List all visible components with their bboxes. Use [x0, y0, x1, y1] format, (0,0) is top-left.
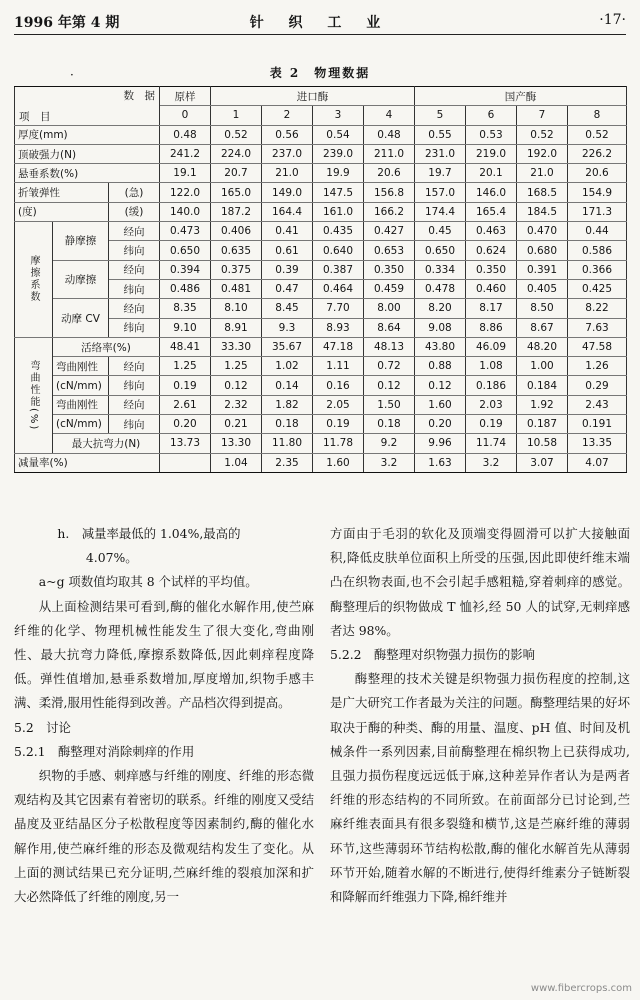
- row-sublabel: 纬向: [109, 376, 160, 395]
- header-imported-enzyme: 进口酶: [211, 87, 415, 106]
- table-cell: 8.20: [415, 299, 466, 318]
- table-row: [15, 183, 627, 202]
- row-label: 顶破强力(N): [15, 144, 160, 163]
- table-row: [15, 453, 627, 472]
- row-label: 弯曲刚性: [53, 395, 109, 414]
- table-cell: 0.55: [415, 125, 466, 144]
- row-sublabel: 经向: [109, 299, 160, 318]
- table-cell: 171.3: [568, 202, 627, 221]
- row-label: (度): [15, 202, 109, 221]
- table-cell: 0.184: [517, 376, 568, 395]
- row-sublabel: 纬向: [109, 318, 160, 337]
- table-cell: 9.96: [415, 434, 466, 453]
- table-cell: 0.391: [517, 260, 568, 279]
- table-cell: 8.22: [568, 299, 627, 318]
- table-cell: 9.2: [364, 434, 415, 453]
- table-cell: 0.473: [160, 222, 211, 241]
- row-sublabel: 经向: [109, 222, 160, 241]
- table-cell: 219.0: [466, 144, 517, 163]
- table-cell: 0.653: [364, 241, 415, 260]
- table-cell: 0.186: [466, 376, 517, 395]
- table-cell: 2.05: [313, 395, 364, 414]
- table-cell: 48.13: [364, 337, 415, 356]
- table-cell: 8.35: [160, 299, 211, 318]
- table-cell: 1.60: [415, 395, 466, 414]
- note-h-cont: 4.07%。: [85, 550, 138, 566]
- table-cell: 0.650: [415, 241, 466, 260]
- table-cell: 1.60: [313, 453, 364, 472]
- table-cell: 0.18: [262, 415, 313, 434]
- table-cell: 13.30: [211, 434, 262, 453]
- table-cell: 19.9: [313, 164, 364, 183]
- table-cell: 0.29: [568, 376, 627, 395]
- column-number: 8: [568, 106, 627, 125]
- table-cell: 11.80: [262, 434, 313, 453]
- table-cell: 20.6: [568, 164, 627, 183]
- table-row: [15, 144, 627, 163]
- table-cell: 9.08: [415, 318, 466, 337]
- table-row: [15, 125, 627, 144]
- table-cell: 19.1: [160, 164, 211, 183]
- table-cell: 147.5: [313, 183, 364, 202]
- table-cell: 0.52: [517, 125, 568, 144]
- table-cell: 0.52: [211, 125, 262, 144]
- table-cell: 35.67: [262, 337, 313, 356]
- table-cell: 1.11: [313, 357, 364, 376]
- table-cell: 8.50: [517, 299, 568, 318]
- table-cell: 0.44: [568, 222, 627, 241]
- table-cell: 164.4: [262, 202, 313, 221]
- table-cell: 0.427: [364, 222, 415, 241]
- table-cell: 0.12: [364, 376, 415, 395]
- table-cell: 149.0: [262, 183, 313, 202]
- table-cell: 2.03: [466, 395, 517, 414]
- table-cell: 0.350: [466, 260, 517, 279]
- table-cell: 0.481: [211, 279, 262, 298]
- paragraph: 方面由于毛羽的软化及顶端变得圆滑可以扩大接触面积,降低皮肤单位面积上所受的压强,因此即使纤维末端凸在织物表面,也不会引起手感粗糙,穿着刺痒的感觉。酶整理后的织物做成 T 恤衫,经 50 人的试穿,无刺痒感者达 98%。: [330, 526, 630, 638]
- table-cell: 20.7: [211, 164, 262, 183]
- table-cell: 1.25: [211, 357, 262, 376]
- table-row: [15, 415, 627, 434]
- table-cell: 46.09: [466, 337, 517, 356]
- table-cell: 2.32: [211, 395, 262, 414]
- table-cell: 1.00: [517, 357, 568, 376]
- table-cell: 21.0: [517, 164, 568, 183]
- table-cell: 0.20: [160, 415, 211, 434]
- body-text: [14, 522, 630, 994]
- table-cell: 0.52: [568, 125, 627, 144]
- table-cell: 0.20: [415, 415, 466, 434]
- table-cell: 7.70: [313, 299, 364, 318]
- table-cell: 0.12: [415, 376, 466, 395]
- table-cell: 231.0: [415, 144, 466, 163]
- table-cell: 48.41: [160, 337, 211, 356]
- table-cell: 43.80: [415, 337, 466, 356]
- table-cell: 0.48: [364, 125, 415, 144]
- table-cell: 0.459: [364, 279, 415, 298]
- table-cell: 3.2: [364, 453, 415, 472]
- table-row: [15, 260, 627, 279]
- table-caption: 表 2 物理数据: [269, 66, 371, 80]
- table-cell: 0.375: [211, 260, 262, 279]
- table-cell: 0.486: [160, 279, 211, 298]
- column-number: 2: [262, 106, 313, 125]
- table-cell: 8.45: [262, 299, 313, 318]
- column-number: 7: [517, 106, 568, 125]
- table-cell: 237.0: [262, 144, 313, 163]
- table-cell: 1.02: [262, 357, 313, 376]
- table-cell: 0.394: [160, 260, 211, 279]
- table-cell: 4.07: [568, 453, 627, 472]
- table-cell: 0.16: [313, 376, 364, 395]
- table-cell: 0.19: [313, 415, 364, 434]
- subsection-heading: 5.2.1 酶整理对消除刺痒的作用: [14, 743, 195, 759]
- row-label: 悬垂系数(%): [15, 164, 160, 183]
- page-number: ·17·: [599, 12, 626, 28]
- group-label: 弯曲性能(%): [15, 337, 53, 453]
- table-cell: 21.0: [262, 164, 313, 183]
- page-header: [14, 8, 626, 35]
- table-cell: 0.18: [364, 415, 415, 434]
- table-cell: 241.2: [160, 144, 211, 163]
- table-cell: 140.0: [160, 202, 211, 221]
- table-cell: 2.35: [262, 453, 313, 472]
- table-row: [15, 376, 627, 395]
- table-cell: 1.63: [415, 453, 466, 472]
- table-cell: 0.47: [262, 279, 313, 298]
- table-cell: 226.2: [568, 144, 627, 163]
- journal-title: 针 织 工 业: [249, 15, 391, 31]
- header-row-1: [15, 87, 627, 106]
- table-row: [15, 222, 627, 241]
- table-cell: 8.86: [466, 318, 517, 337]
- table-cell: 0.19: [466, 415, 517, 434]
- table-cell: 47.58: [568, 337, 627, 356]
- group-label: 摩擦系数: [15, 222, 53, 338]
- table-cell: 1.08: [466, 357, 517, 376]
- row-sublabel: 经向: [109, 260, 160, 279]
- row-sublabel: 纬向: [109, 241, 160, 260]
- column-number: 5: [415, 106, 466, 125]
- table-cell: 0.41: [262, 222, 313, 241]
- header-corner: [15, 87, 160, 126]
- table-cell: 0.19: [160, 376, 211, 395]
- row-label: 减量率(%): [15, 453, 160, 472]
- table-cell: 47.18: [313, 337, 364, 356]
- table-cell: 165.0: [211, 183, 262, 202]
- table-cell: 8.00: [364, 299, 415, 318]
- table-cell: 0.463: [466, 222, 517, 241]
- table-cell: 8.91: [211, 318, 262, 337]
- table-cell: 8.64: [364, 318, 415, 337]
- table-cell: 0.478: [415, 279, 466, 298]
- column-number: 4: [364, 106, 415, 125]
- table-cell: 20.1: [466, 164, 517, 183]
- table-cell: 2.43: [568, 395, 627, 414]
- table-cell: 7.63: [568, 318, 627, 337]
- table-cell: 0.405: [517, 279, 568, 298]
- table-cell: 1.25: [160, 357, 211, 376]
- row-sublabel: 经向: [109, 357, 160, 376]
- table-cell: 165.4: [466, 202, 517, 221]
- table-cell: 13.35: [568, 434, 627, 453]
- table-row: [15, 299, 627, 318]
- row-label: 折皱弹性: [15, 183, 109, 202]
- row-sublabel: (缓): [109, 202, 160, 221]
- table-cell: [160, 453, 211, 472]
- table-cell: 0.191: [568, 415, 627, 434]
- table-cell: 3.2: [466, 453, 517, 472]
- row-sublabel: 纬向: [109, 279, 160, 298]
- table-cell: 11.74: [466, 434, 517, 453]
- row-sublabel: 纬向: [109, 415, 160, 434]
- table-cell: 1.82: [262, 395, 313, 414]
- subsection-heading: 5.2.2 酶整理对织物强力损伤的影响: [330, 647, 535, 663]
- table-cell: 0.72: [364, 357, 415, 376]
- table-cell: 0.334: [415, 260, 466, 279]
- table-cell: 0.187: [517, 415, 568, 434]
- column-number: 6: [466, 106, 517, 125]
- table-cell: 9.10: [160, 318, 211, 337]
- table-cell: 0.366: [568, 260, 627, 279]
- table-cell: 161.0: [313, 202, 364, 221]
- table-cell: 9.3: [262, 318, 313, 337]
- table-cell: 19.7: [415, 164, 466, 183]
- table-cell: 0.464: [313, 279, 364, 298]
- table-cell: 0.14: [262, 376, 313, 395]
- table-cell: 0.425: [568, 279, 627, 298]
- table-cell: 0.635: [211, 241, 262, 260]
- watermark: www.fibercrops.com: [530, 983, 632, 994]
- table-cell: 192.0: [517, 144, 568, 163]
- paragraph: 从上面检测结果可看到,酶的催化水解作用,使苎麻纤维的化学、物理机械性能发生了很大变化,弯曲刚性、最大抗弯力降低,摩擦系数降低,因此刺痒程度降低。弹性值增加,悬垂系数增加,厚度增加,织物手感丰满、柔滑,服用性能得到改善。产品档次得到提高。: [14, 598, 314, 711]
- table-cell: 174.4: [415, 202, 466, 221]
- right-column: [330, 522, 630, 909]
- table-cell: 0.406: [211, 222, 262, 241]
- table-row: [15, 202, 627, 221]
- table-cell: 8.93: [313, 318, 364, 337]
- table-cell: 0.21: [211, 415, 262, 434]
- table-cell: 13.73: [160, 434, 211, 453]
- table-cell: 0.61: [262, 241, 313, 260]
- paragraph: 织物的手感、刺痒感与纤维的刚度、纤维的形态微观结构及其它因素有着密切的联系。纤维的刚度又受结晶度及亚结晶区分子松散程度等因素制约,酶的催化水解作用,使苎麻纤维的形态及微观结构发生了变化。从上面的测试结果已充分证明,苎麻纤维的裂痕加深和扩大必然降低了纤维的刚度,另一: [14, 768, 314, 905]
- table-cell: 10.58: [517, 434, 568, 453]
- column-number: 0: [160, 106, 211, 125]
- section-heading: 5.2 讨论: [14, 719, 71, 735]
- table-cell: 224.0: [211, 144, 262, 163]
- note-ag: a~g 项数值均取其 8 个试样的平均值。: [38, 574, 258, 590]
- left-column: [14, 522, 314, 909]
- table-row: [15, 395, 627, 414]
- row-label: 静摩擦: [53, 222, 109, 261]
- table-cell: 48.20: [517, 337, 568, 356]
- table-cell: 20.6: [364, 164, 415, 183]
- table-cell: 0.586: [568, 241, 627, 260]
- table-cell: 0.387: [313, 260, 364, 279]
- table-cell: 184.5: [517, 202, 568, 221]
- table-cell: 0.12: [211, 376, 262, 395]
- header-item-label: 项 目: [19, 110, 51, 123]
- table-cell: 156.8: [364, 183, 415, 202]
- header-original: 原样: [160, 87, 211, 106]
- table-cell: 187.2: [211, 202, 262, 221]
- table-cell: 0.460: [466, 279, 517, 298]
- row-label: (cN/mm): [53, 376, 109, 395]
- header-domestic-enzyme: 国产酶: [415, 87, 627, 106]
- table-cell: 146.0: [466, 183, 517, 202]
- table-cell: 0.624: [466, 241, 517, 260]
- table-cell: 2.61: [160, 395, 211, 414]
- table-cell: 0.54: [313, 125, 364, 144]
- row-label: (cN/mm): [53, 415, 109, 434]
- table-cell: 0.435: [313, 222, 364, 241]
- table-cell: 0.39: [262, 260, 313, 279]
- table-cell: 168.5: [517, 183, 568, 202]
- header-data-label: 数 据: [123, 90, 155, 102]
- table-cell: 8.67: [517, 318, 568, 337]
- table-cell: 1.26: [568, 357, 627, 376]
- table-cell: 0.56: [262, 125, 313, 144]
- table-row: [15, 337, 627, 356]
- table-cell: 122.0: [160, 183, 211, 202]
- row-label: 最大抗弯力(N): [53, 434, 160, 453]
- paragraph: 酶整理的技术关键是织物强力损伤程度的控制,这是广大研究工作者最为关注的问题。酶整理结果的好坏取决于酶的种类、酶的用量、温度、pH 值、时间及机械条件一系列因素,目前酶整理在棉织物上已获得成功,且强力损伤程度远远低于麻,这种差异作者认为是两者纤维的形态结构的不同所致。在前面部分已讨论到,苎麻纤维表面具有很多裂缝和横节,这是苎麻纤维的薄弱环节,这些薄弱环节结构松散,酶的催化水解首先从薄弱环节开始,随着水解的不断进行,使得纤维素分子链断裂和降解而纤维强力下降,棉纤维并: [330, 671, 630, 905]
- physical-data-table: [14, 86, 627, 473]
- row-sublabel: 经向: [109, 395, 160, 414]
- table-cell: 0.48: [160, 125, 211, 144]
- table-row: [15, 164, 627, 183]
- table-cell: 1.50: [364, 395, 415, 414]
- journal-issue: 1996 年第 4 期: [14, 15, 120, 31]
- column-number: 3: [313, 106, 364, 125]
- table-cell: 157.0: [415, 183, 466, 202]
- row-label: 厚度(mm): [15, 125, 160, 144]
- table-cell: 11.78: [313, 434, 364, 453]
- table-row: [15, 434, 627, 453]
- row-sublabel: (急): [109, 183, 160, 202]
- table-cell: 0.640: [313, 241, 364, 260]
- column-number: 1: [211, 106, 262, 125]
- row-label: 活络率(%): [53, 337, 160, 356]
- table-cell: 8.10: [211, 299, 262, 318]
- table-cell: 0.88: [415, 357, 466, 376]
- table-row: [15, 357, 627, 376]
- table-cell: 8.17: [466, 299, 517, 318]
- table-cell: 0.45: [415, 222, 466, 241]
- table-cell: 0.650: [160, 241, 211, 260]
- stray-dot: ·: [70, 68, 74, 82]
- row-label: 动摩擦: [53, 260, 109, 299]
- table-cell: 1.04: [211, 453, 262, 472]
- table-cell: 211.0: [364, 144, 415, 163]
- table-cell: 154.9: [568, 183, 627, 202]
- table-cell: 0.350: [364, 260, 415, 279]
- table-cell: 166.2: [364, 202, 415, 221]
- table-cell: 33.30: [211, 337, 262, 356]
- row-label: 动摩 CV: [53, 299, 109, 338]
- table-cell: 0.53: [466, 125, 517, 144]
- note-h: h. 减量率最低的 1.04%,最高的: [57, 526, 241, 541]
- table-cell: 1.92: [517, 395, 568, 414]
- table-cell: 239.0: [313, 144, 364, 163]
- table-cell: 0.470: [517, 222, 568, 241]
- table-cell: 3.07: [517, 453, 568, 472]
- row-label: 弯曲刚性: [53, 357, 109, 376]
- table-cell: 0.680: [517, 241, 568, 260]
